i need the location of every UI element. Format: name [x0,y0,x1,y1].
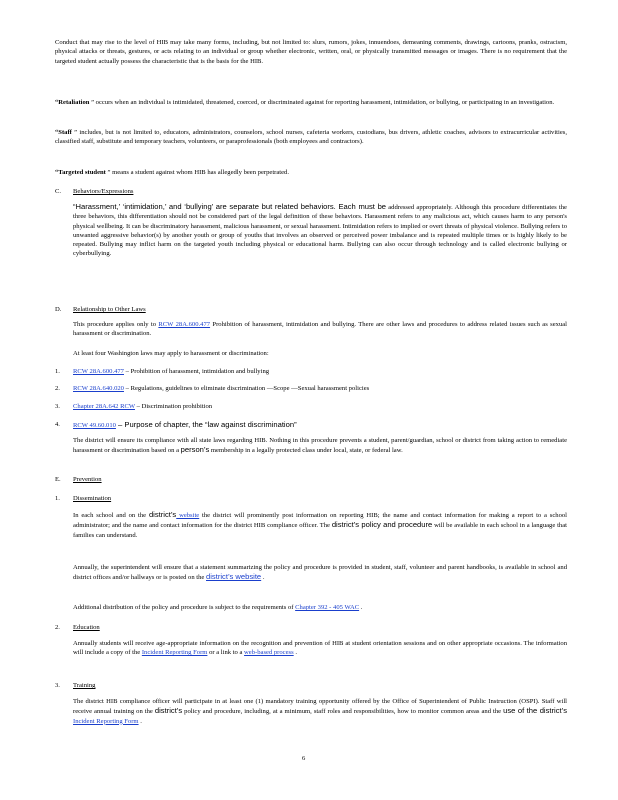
section-c-label: C. [55,188,62,195]
law-number: 4. [55,421,60,428]
annual-text-b: . [261,574,265,582]
section-e-heading [55,475,355,485]
education-text-b: or a link to a [207,649,245,657]
law-link[interactable]: Chapter 28A.642 RCW [73,403,135,410]
website-link[interactable]: website [176,512,200,519]
use-of-district-text: use of the district’s [503,706,567,716]
section-d-label: D. [55,306,62,313]
retaliation-term: “Retaliation [55,99,90,106]
conduct-text: Conduct that may rise to the level of HIB may take many forms, including, but not limited to: slurs, rumors, jokes, innuendoes, demeaning comments, drawings, cartoons, pranks, ostracism, physical attacks or threats, gestures, or acts relating to an individual or group whether electronic, written, oral, or physically transmitted messages or images. There is no requirement that the targeted student actually possess the characteristic that is the basis for the HIB. [55,39,567,65]
additional-text-a: Additional distribution of the policy and procedure is subject to the requirements of [73,604,296,611]
laws-intro-text: At least four Washington laws may apply to harassment or discrimination: [73,350,269,357]
targeted-text: ” means a student against whom HIB has allegedly been perpetrated. [105,169,289,176]
district-compliance-paragraph [73,436,567,456]
behaviors-text: addressed appropriately. Although this procedure differentiates the three behaviors, this differentiation should not be considered part of the legal definition of these behaviors. Harassment refers to any malicious act, which causes harm to any person's physical wellbeing. It can be discriminatory harassment, malicious harassment, or sexual harassment. Intimidation refers to implied or overt threats of physical violence. Bullying refers to unwanted aggressive behavior(s) by another youth or group of youths that involves an observed or perceived power imbalance and is repeated multiple times or is highly likely to be repeated. Bullying may inflict harm on the targeted youth including physical or educational harm. Bullying can also occur through technology and is called electronic bullying or cyberbullying. [73,204,567,258]
training-incident-form-link[interactable]: Incident Reporting Form [73,717,139,725]
dissemination-text-c: will be available in each school in a language that families can understand. [73,522,567,539]
training-text-a: The district HIB compliance officer will participate in at least one (1) mandatory training opportunity offered by the Office of Superintendent of Public Instruction (OSPI). Staff will receive annual training on the [73,698,567,716]
section-d-heading [55,305,355,315]
relationship-text-b: Prohibition of harassment, intimidation and bullying. There are other laws and procedures to address related issues such as sexual harassment or discrimination. [73,321,567,338]
staff-term: “Staff [55,129,72,136]
section-c-heading [55,187,355,197]
subsection-number: 2. [55,624,60,631]
section-e-label: E. [55,476,61,483]
section-d-title: Relationship to Other Laws [73,306,146,313]
law-link[interactable]: RCW 28A.600.477 [73,368,124,375]
targeted-definition [55,168,567,177]
laws-intro [73,349,567,358]
education-paragraph [73,639,567,658]
policy-procedure-text: district’s policy and procedure [331,520,433,530]
subsection-number: 1. [55,495,60,502]
section-c-title: Behaviors/Expressions [73,188,134,195]
annual-text-a: Annually, the superintendent will ensure that a statement summarizing the policy and procedure is provided in student, staff, volunteer and parent handbooks, is available in school and district offices and/or hallways or is posted on the [73,564,567,582]
behaviors-lead: “Harassment,’ ‘intimidation,’ and ‘bullying’ are separate but related behaviors. Each must be [73,202,387,211]
law-number: 1. [55,368,60,375]
law-number: 3. [55,403,60,410]
web-process-link[interactable]: web-based process [244,649,294,657]
conduct-paragraph [55,38,567,66]
persons-text: person’s [180,445,210,455]
education-text-a: Annually students will receive age-appropriate information on the recognition and prevention of HIB at student orientation sessions and on other appropriate occasions. The information will include a copy of the [73,640,567,657]
staff-text: ” includes, but is not limited to, educators, administrators, counselors, school nurses, cafeteria workers, custodians, bus drivers, athletic coaches, advisors to extracurricular activities, classified staff, substitute and temporary teachers, volunteers, or paraprofessionals (both employees and contractors). [55,129,567,146]
page-number: 6 [302,755,306,762]
subsection-title: Training [73,682,96,689]
subsection-title: Education [73,624,100,631]
retaliation-definition [55,98,567,107]
dissemination-text-b: the district will prominently post information on reporting HIB; the name and contact information for making a report to a school administrator; and the name and contact information for the district HIB compliance officer. The [73,512,567,530]
district-website-link[interactable]: district’s website [206,572,262,582]
wac-link[interactable]: Chapter 392 - 405 WAC [295,604,360,611]
law-link[interactable]: RCW 49.60.010 [73,422,116,429]
targeted-term: “Targeted student [55,169,106,176]
law-text: – Purpose of chapter, the “law against discrimination” [115,420,297,429]
training-text-c: . [138,717,142,725]
section-e-title: Prevention [73,476,102,483]
law-number: 2. [55,385,60,392]
district-compliance-text: The district will ensure its compliance with all state laws regarding HIB. Nothing in this procedure prevents a student, parent/guardian, school or district from taking action to remediate harassment or discrimination based on a [73,437,567,455]
subsection-number: 3. [55,682,60,689]
training-text-b: policy and procedure, including, at a minimum, staff roles and responsibilities, how to monitor common areas and the [182,708,504,716]
dissemination-text-a: In each school and on the [73,512,149,519]
relationship-text-a: This procedure applies only to [73,321,159,328]
dissemination-paragraph-2 [73,563,567,583]
law-text: – Regulations, guidelines to eliminate discrimination —Scope —Sexual harassment policies [123,385,370,392]
behaviors-paragraph [73,202,567,259]
training-districts-text: district’s [154,706,183,716]
staff-definition [55,128,567,147]
additional-text-b: . [359,604,363,611]
training-paragraph [73,697,567,726]
dissemination-paragraph-1 [73,510,567,540]
relationship-paragraph [73,320,567,339]
districts-text: district’s [148,510,177,519]
membership-text: membership in a legally protected class under local, state, or federal law. [209,447,403,455]
subsection-title: Dissemination [73,495,112,502]
law-text: – Discrimination prohibition [134,403,213,410]
incident-form-link[interactable]: Incident Reporting Form [141,649,208,657]
education-text-c: . [293,649,297,657]
dissemination-paragraph-3 [73,603,567,612]
retaliation-text: ” occurs when an individual is intimidated, threatened, coerced, or discriminated against for reporting harassment, intimidation, or bullying, or participating in an investigation. [89,99,555,106]
rcw-link[interactable]: RCW 28A.600.477 [158,321,211,328]
law-link[interactable]: RCW 28A.640.020 [73,385,124,392]
law-text: – Prohibition of harassment, intimidation and bullying [123,368,270,375]
